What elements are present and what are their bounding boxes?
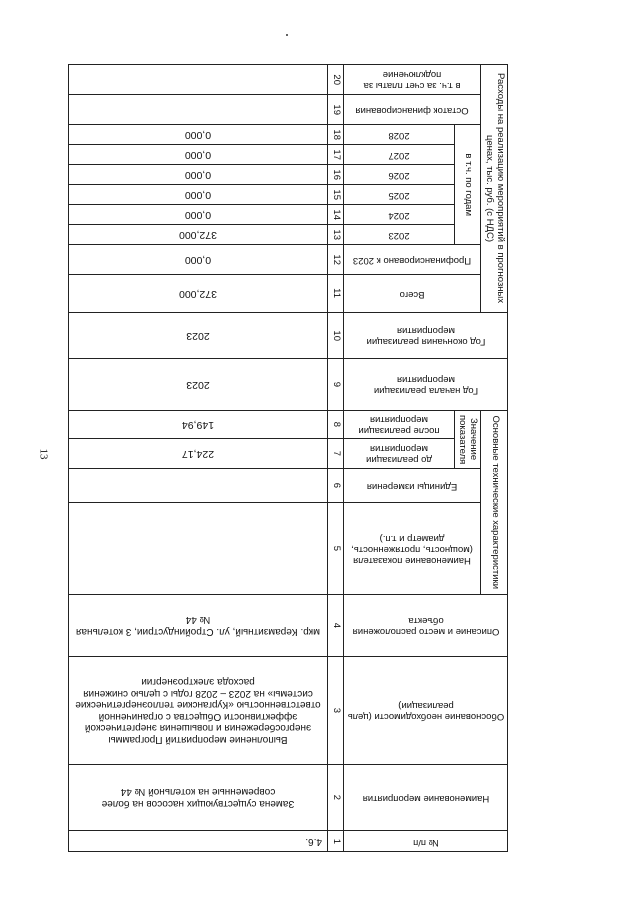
s-cell-name xyxy=(68,764,327,830)
s-header-2027-text: 2027 xyxy=(388,149,410,161)
s-header-units xyxy=(343,468,480,502)
s-colnum-18-text: 18 xyxy=(330,129,342,140)
s-cell-2025 xyxy=(68,184,327,204)
s-cell-2025-text: 0,000 xyxy=(184,188,212,201)
s-cell-start-year-text: 2023 xyxy=(186,378,210,391)
scan-dot xyxy=(286,34,288,36)
s-header-location xyxy=(343,594,508,656)
s-group-years xyxy=(454,124,480,244)
s-header-units-text: Единицы измерения xyxy=(366,480,458,492)
s-header-2028-text: 2028 xyxy=(388,129,410,141)
s-colnum-19-text: 19 xyxy=(330,104,342,115)
s-header-2025-text: 2025 xyxy=(388,189,410,201)
s-cell-2026-text: 0,000 xyxy=(184,168,212,181)
s-header-2026 xyxy=(343,164,454,184)
s-colnum-12-text: 12 xyxy=(330,254,342,265)
s-cell-2024 xyxy=(68,204,327,224)
s-header-2027 xyxy=(343,144,454,164)
s-header-after-text: после реализации мероприятия xyxy=(358,414,440,437)
s-colnum-11-text: 11 xyxy=(330,288,342,299)
s-group-tech-text: Основные технические характеристики xyxy=(489,415,501,590)
s-header-justification xyxy=(343,656,508,764)
s-colnum-16-text: 16 xyxy=(330,169,342,180)
s-colnum-5-text: 5 xyxy=(330,545,342,552)
s-colnum-16 xyxy=(327,164,343,184)
s-header-end-year xyxy=(343,312,508,358)
s-cell-after-text: 149,94 xyxy=(181,418,215,431)
s-cell-end-year xyxy=(68,312,327,358)
s-cell-location-text: мкр. Керамзитный, ул. Стройиндустрии, 3 котельная № 44 xyxy=(75,614,321,637)
s-header-before xyxy=(343,438,454,468)
s-cell-indicator xyxy=(68,502,327,594)
s-cell-name-text: Замена существующих насосов на более современные на котельной № 44 xyxy=(101,786,295,809)
s-cell-units xyxy=(68,468,327,502)
s-header-connection-text: в т.ч. за счет платы за подключение xyxy=(363,69,461,92)
s-header-before-text: до реализации мероприятия xyxy=(366,443,432,466)
s-colnum-4-text: 4 xyxy=(330,622,342,629)
page-number: 13 xyxy=(37,448,50,460)
s-header-2024 xyxy=(343,204,454,224)
s-colnum-3-text: 3 xyxy=(330,707,342,714)
s-colnum-6 xyxy=(327,468,343,502)
s-colnum-10 xyxy=(327,312,343,358)
s-colnum-8-text: 8 xyxy=(330,421,342,428)
s-cell-2027-text: 0,000 xyxy=(184,148,212,161)
s-header-remaining xyxy=(343,94,480,124)
s-colnum-1-text: 1 xyxy=(330,838,342,845)
s-colnum-10-text: 10 xyxy=(330,330,342,341)
s-cell-justification-text: Выполнение мероприятий Программы энергосбережения и повышения энергетической эффективности Общества с ограниченной ответственностью «Курганские теплоэнергетические системы» на 2023 – 2028 годы с целью снижения расхода электроэнергии xyxy=(75,676,321,745)
s-colnum-13 xyxy=(327,224,343,244)
s-header-2028 xyxy=(343,124,454,144)
s-group-value-text: Значение показателя xyxy=(457,414,480,465)
s-colnum-9-text: 9 xyxy=(330,381,342,388)
s-cell-location xyxy=(68,594,327,656)
s-header-end-year-text: Год окончания реализации мероприятия xyxy=(366,325,486,348)
s-header-num xyxy=(343,830,508,852)
s-colnum-2-text: 2 xyxy=(330,794,342,801)
s-header-total xyxy=(343,274,480,312)
s-cell-justification xyxy=(68,656,327,764)
s-header-2026-text: 2026 xyxy=(388,169,410,181)
scan-table xyxy=(68,64,508,852)
s-cell-funded-text: 0,000 xyxy=(184,253,212,266)
s-colnum-13-text: 13 xyxy=(330,229,342,240)
s-header-name-text: Наименование мероприятия xyxy=(362,792,490,804)
s-header-start-year xyxy=(343,358,508,410)
s-cell-2028 xyxy=(68,124,327,144)
s-colnum-12 xyxy=(327,244,343,274)
s-colnum-19 xyxy=(327,94,343,124)
s-header-2024-text: 2024 xyxy=(388,209,410,221)
s-cell-2023 xyxy=(68,224,327,244)
s-group-tech xyxy=(480,410,508,594)
s-cell-2026 xyxy=(68,164,327,184)
s-header-connection xyxy=(343,64,480,94)
s-colnum-17-text: 17 xyxy=(330,149,342,160)
s-cell-before-text: 224,17 xyxy=(181,447,215,460)
s-colnum-8 xyxy=(327,410,343,438)
s-cell-end-year-text: 2023 xyxy=(186,329,210,342)
s-cell-total xyxy=(68,274,327,312)
s-colnum-2 xyxy=(327,764,343,830)
s-colnum-14 xyxy=(327,204,343,224)
s-group-cost xyxy=(480,64,508,312)
s-colnum-5 xyxy=(327,502,343,594)
s-colnum-7 xyxy=(327,438,343,468)
s-cell-2024-text: 0,000 xyxy=(184,208,212,221)
s-colnum-1 xyxy=(327,830,343,852)
s-cell-before xyxy=(68,438,327,468)
s-header-total-text: Всего xyxy=(399,288,425,300)
s-cell-connection xyxy=(68,64,327,94)
s-header-start-year-text: Год начала реализации мероприятия xyxy=(373,374,479,397)
s-header-justification-text: Обоснование необходимости (цель реализации) xyxy=(347,700,505,723)
s-header-name xyxy=(343,764,508,830)
s-colnum-15-text: 15 xyxy=(330,189,342,200)
s-cell-remaining xyxy=(68,94,327,124)
s-header-2025 xyxy=(343,184,454,204)
s-cell-2027 xyxy=(68,144,327,164)
s-colnum-20-text: 20 xyxy=(330,74,342,85)
s-colnum-18 xyxy=(327,124,343,144)
s-colnum-3 xyxy=(327,656,343,764)
s-cell-total-text: 372,000 xyxy=(179,287,217,300)
s-colnum-6-text: 6 xyxy=(330,482,342,489)
s-cell-after xyxy=(68,410,327,438)
s-colnum-17 xyxy=(327,144,343,164)
s-header-location-text: Описание и место расположения объекта xyxy=(352,615,500,638)
s-group-cost-text: Расходы на реализацию мероприятий в прогнозных ценах, тыс. руб. (с НДС) xyxy=(484,73,507,304)
s-header-funded xyxy=(343,244,480,274)
s-header-2023-text: 2023 xyxy=(388,229,410,241)
s-cell-num xyxy=(68,830,327,852)
s-header-indicator-text: Наименование показателя (мощность, протяженность, диаметр и т.п.) xyxy=(351,533,473,566)
s-group-years-text: в т.ч. по годам xyxy=(462,153,474,216)
s-colnum-14-text: 14 xyxy=(330,209,342,220)
s-cell-funded xyxy=(68,244,327,274)
s-colnum-20 xyxy=(327,64,343,94)
s-cell-num-text: 4.6. xyxy=(305,836,322,848)
s-header-num-text: № п/п xyxy=(413,836,439,848)
s-colnum-7-text: 7 xyxy=(330,450,342,457)
s-colnum-11 xyxy=(327,274,343,312)
s-header-2023 xyxy=(343,224,454,244)
s-cell-2028-text: 0,000 xyxy=(184,128,212,141)
s-colnum-9 xyxy=(327,358,343,410)
s-header-remaining-text: Остаток финансирования xyxy=(355,104,469,116)
s-header-funded-text: Профинансировано к 2023 xyxy=(352,254,472,266)
s-cell-2023-text: 372,000 xyxy=(179,228,217,241)
s-header-indicator xyxy=(343,502,480,594)
s-colnum-4 xyxy=(327,594,343,656)
s-colnum-15 xyxy=(327,184,343,204)
s-cell-start-year xyxy=(68,358,327,410)
s-header-after xyxy=(343,410,454,438)
s-group-value xyxy=(454,410,480,468)
